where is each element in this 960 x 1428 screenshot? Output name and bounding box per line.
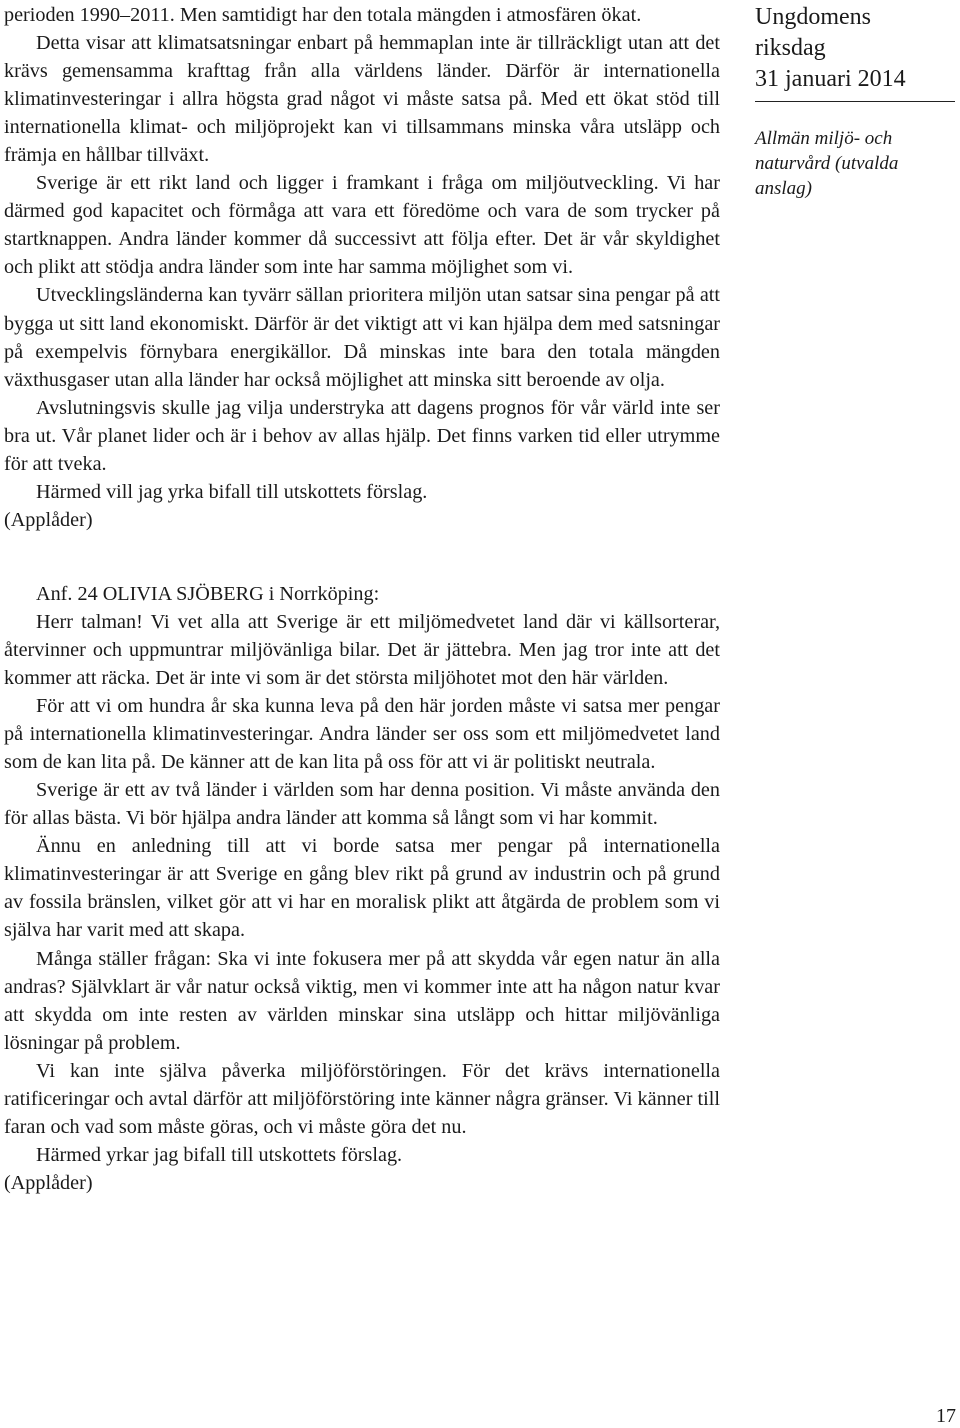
motion-line: Härmed vill jag yrka bifall till utskottets förslag. <box>36 480 428 503</box>
paragraph: För att vi om hundra år ska kunna leva på den här jorden måste vi satsa mer pengar på internationella klimatinvesteringar. Andra länder ser oss som ett miljömedvetet land som de kan lita på. De känner att de kan lita på oss för att vi är politiskt neutrala. <box>4 695 720 774</box>
paragraph: perioden 1990–2011. Men samtidigt har den totala mängden i atmosfären ökat. <box>4 4 642 26</box>
paragraph: Herr talman! Vi vet alla att Sverige är ett miljömedvetet land där vi källsorterar, återvinner och uppmuntrar miljövänliga bilar. Det är jättebra. Men jag tror inte att det kommer att räcka. Det är inte vi som är det största miljöhotet mot den här världen. <box>4 610 720 690</box>
paragraph: Detta visar att klimatsatsningar enbart på hemmaplan inte är tillräckligt utan att det krävs gemensamma krafttag från alla världens länder. Därför är internationella klimatinvesteringar i allra högsta grad något vi måste satsa på. Med ett ökat stöd till internationella klimat- och miljöprojekt kan vi tillsammans minska våra utsläpp och främja en hållbar tillväxt. <box>4 32 720 167</box>
event-title: Ungdomens <box>755 4 871 30</box>
paragraph: Utvecklingsländerna kan tyvärr sällan prioritera miljön utan satsar sina pengar på att bygga ut sitt land ekonomiskt. Därför är det viktigt att vi kan hjälpa dem med satsningar på exempelvis förnybara energikällor. Då minskas inte bara den totala mängden växthusgaser utan alla länder har också möjlighet att minska sitt beroende av olja. <box>4 284 720 391</box>
paragraph: Ännu en anledning till att vi borde satsa mer pengar på internationella klimatinvesteringar är att Sverige en gång blev rikt på grund av industrin och på grund av fossila bränslen, vilket gör att vi har en moralisk plikt att åtgärda de problem som vi själva har varit med att skapa. <box>4 835 720 942</box>
page-number: 17 <box>936 1405 956 1427</box>
paragraph: Avslutningsvis skulle jag vilja understryka att dagens prognos för vår värld inte ser bra ut. Vår planet lider och är i behov av allas hjälp. Det finns varken tid eller utrymme för att tveka. <box>4 396 720 475</box>
speech-column <box>4 1 720 1197</box>
speaker-heading: Anf. 24 OLIVIA SJÖBERG i Norrköping: <box>36 582 380 605</box>
header-rule <box>755 101 955 102</box>
applause-note: (Applåder) <box>4 508 93 531</box>
event-title-line2: riksdag <box>755 35 826 61</box>
paragraph: Vi kan inte själva påverka miljöförstöringen. För det krävs internationella ratificeringar och avtal därför att miljöförstöring inte känner några gränser. Vi känner till faran och vad som måste göras, och vi måste göra det nu. <box>4 1059 720 1138</box>
event-date: 31 januari 2014 <box>755 66 906 92</box>
margin-header <box>755 2 955 201</box>
motion-line: Härmed yrkar jag bifall till utskottets förslag. <box>36 1143 403 1166</box>
debate-topic: Allmän miljö- och naturvård (utvalda anslag) <box>755 128 899 199</box>
paragraph: Sverige är ett av två länder i världen som har denna position. Vi måste använda den för allas bästa. Vi bör hjälpa andra länder att komma så långt som vi har kommit. <box>4 779 720 830</box>
paragraph: Många ställer frågan: Ska vi inte fokusera mer på att skydda vår egen natur än alla andras? Självklart är vår natur också viktig, men vi kommer inte att ha någon natur kvar att skydda om inte resten av världen minskar sina utsläpp och hittar miljövänliga lösningar på problem. <box>4 947 720 1054</box>
applause-note: (Applåder) <box>4 1171 93 1194</box>
paragraph: Sverige är ett rikt land och ligger i framkant i fråga om miljöutveckling. Vi har därmed god kapacitet och förmåga att vara ett föredöme och vara de som trycker på startknappen. Andra länder kommer då successivt att följa efter. Det är vår skyldighet och plikt att stödja andra länder som inte har samma möjlighet som vi. <box>4 172 720 279</box>
section-gap <box>4 534 720 580</box>
